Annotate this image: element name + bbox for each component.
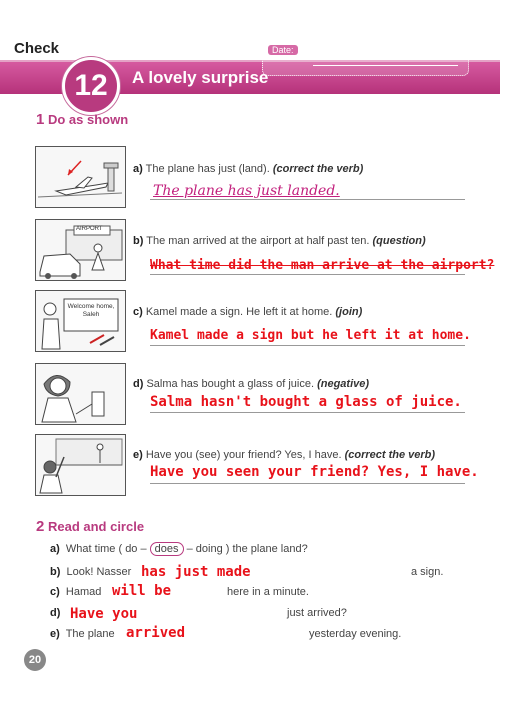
- date-label: Date:: [268, 45, 298, 55]
- section1-number: 1: [36, 111, 45, 128]
- unit-number-badge: 12: [62, 57, 120, 115]
- welcome-sign-text: Welcome home, Saleh: [67, 303, 115, 318]
- item-c-post: here in a minute.: [227, 586, 309, 598]
- item-b-answer: has just made: [141, 564, 251, 580]
- section2-item-e: [50, 628, 115, 640]
- item-a-circled: does: [150, 542, 184, 556]
- waving-boy-illustration: [36, 435, 125, 495]
- answer-e: Have you seen your friend? Yes, I have.: [150, 464, 479, 480]
- question-e-letter: e): [133, 449, 143, 461]
- plane-illustration: [36, 147, 125, 207]
- item-d-answer: Have you: [70, 606, 138, 622]
- section2-item-c: [50, 586, 101, 598]
- item-e-pre: The plane: [65, 628, 115, 640]
- picture-sign: [35, 290, 126, 352]
- section2-title: Read and circle: [47, 519, 145, 534]
- question-b-text: The man arrived at the airport at half past ten.: [146, 235, 370, 247]
- answer-d: Salma hasn't bought a glass of juice.: [150, 394, 462, 410]
- answer-a: The plane has just landed.: [153, 183, 340, 199]
- airport-sign-text: AIRPORT: [76, 226, 103, 232]
- item-c-answer: will be: [112, 583, 172, 599]
- question-d-tag: (negative): [317, 378, 370, 390]
- question-a: [133, 163, 363, 175]
- answer-line-d: [150, 412, 465, 413]
- date-line-1: [313, 55, 458, 56]
- girl-juice-illustration: [36, 364, 125, 424]
- unit-title: A lovely surprise: [132, 68, 269, 87]
- question-d-letter: d): [133, 378, 144, 390]
- item-e-post: yesterday evening.: [309, 628, 402, 640]
- item-c-pre: Hamad: [65, 586, 102, 598]
- item-a-letter: a): [50, 543, 60, 555]
- item-b-pre: Look! Nasser: [66, 566, 132, 578]
- item-a-pre: What time ( do –: [65, 543, 147, 555]
- answer-c: Kamel made a sign but he left it at home.: [150, 328, 471, 343]
- page-number: 20: [24, 649, 46, 671]
- picture-airport: [35, 219, 126, 281]
- answer-line-b: [150, 274, 465, 275]
- item-a-post: – doing ) the plane land?: [186, 543, 308, 555]
- section1-heading: [36, 111, 128, 128]
- item-e-letter: e): [50, 628, 60, 640]
- check-label: Check: [14, 40, 60, 57]
- picture-juice: [35, 363, 126, 425]
- section2-item-b: [50, 566, 131, 578]
- section2-item-a: [50, 543, 308, 555]
- answer-line-c: [150, 345, 465, 346]
- question-e-tag: (correct the verb): [344, 449, 436, 461]
- answer-line-e: [150, 483, 465, 484]
- picture-friend: [35, 434, 126, 496]
- question-a-tag: (correct the verb): [272, 163, 364, 175]
- item-c-letter: c): [50, 586, 60, 598]
- question-b-tag: (question): [372, 235, 426, 247]
- item-e-answer: arrived: [126, 625, 186, 641]
- question-b-letter: b): [133, 235, 144, 247]
- question-c-letter: c): [133, 306, 143, 318]
- question-c: [133, 306, 362, 318]
- question-c-tag: (join): [335, 306, 363, 318]
- date-line-2: [313, 65, 458, 66]
- question-a-letter: a): [133, 163, 143, 175]
- section2-number: 2: [36, 518, 45, 535]
- item-b-post: a sign.: [411, 566, 444, 578]
- item-b-letter: b): [50, 566, 61, 578]
- question-d-text: Salma has bought a glass of juice.: [146, 378, 314, 390]
- question-e-text: Have you (see) your friend? Yes, I have.: [145, 449, 342, 461]
- question-e: [133, 449, 435, 461]
- picture-plane: [35, 146, 126, 208]
- answer-b: What time did the man arrive at the airport?: [150, 258, 495, 273]
- question-d: [133, 378, 369, 390]
- answer-line-a: [150, 199, 465, 200]
- question-a-text: The plane has just (land).: [145, 163, 270, 175]
- section2-item-d: [50, 607, 60, 619]
- question-c-text: Kamel made a sign. He left it at home.: [145, 306, 333, 318]
- sign-illustration: [36, 291, 125, 351]
- question-b: [133, 235, 426, 247]
- item-d-post: just arrived?: [287, 607, 347, 619]
- section1-title: Do as shown: [47, 112, 129, 127]
- section2-heading: [36, 518, 144, 535]
- item-d-letter: d): [50, 607, 61, 619]
